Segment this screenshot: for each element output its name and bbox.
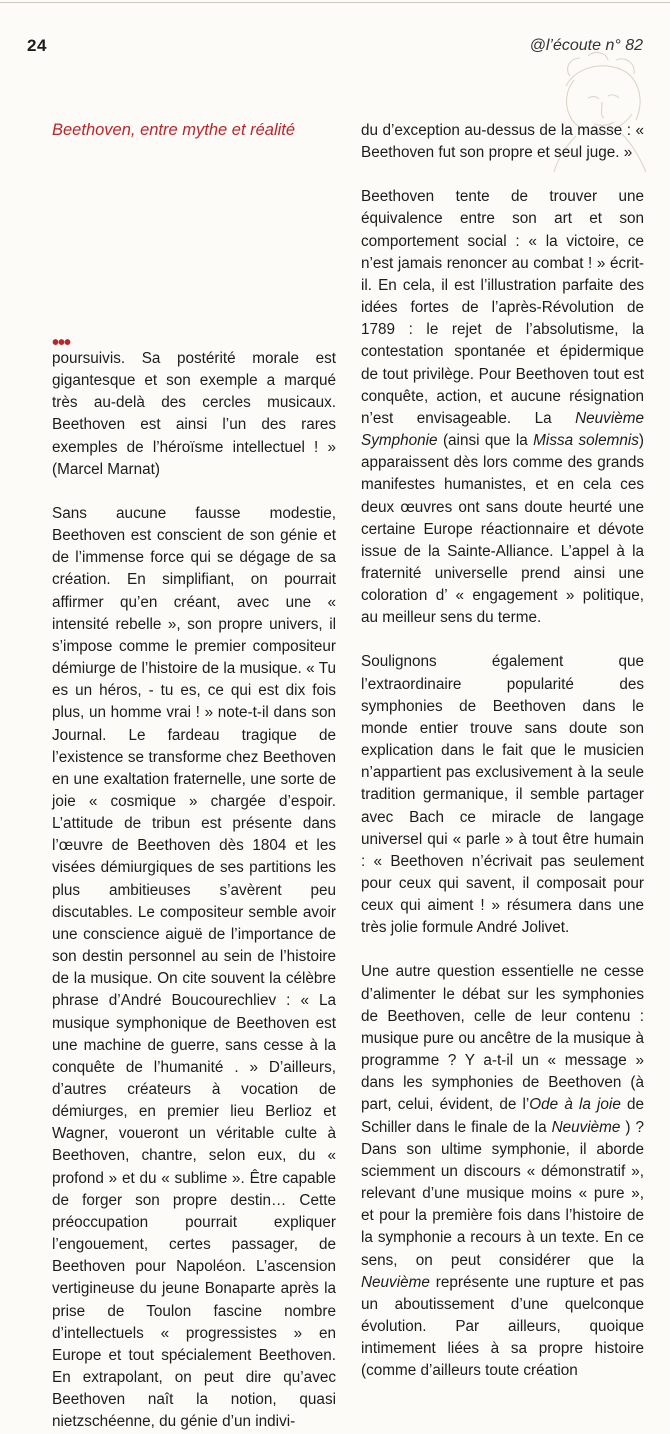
paragraph: Sans aucune fausse modestie, Beethoven est conscient de son génie et de l’immense force qui se dégage de sa création. En simplifiant, on pourrait affirmer qu’en créant, avec une « intensité rebelle », son propre univers, il s’impose comme le premier compositeur démiurge de l’histoire de la musique. « Tu es un héros, - tu es, ce qui est dix fois plus, un homme vrai ! » note-t-il dans son Journal. Le fardeau tragique de l’existence se transforme chez Beethoven en une exaltation fraternelle, une sorte de joie « cosmique » chargée d’espoir. L’attitude de tribun est présente dans l’œuvre de Beethoven dès 1804 et les visées démiurgiques de ses partitions les plus ambitieuses s’avèrent peu discutables. Le compositeur semble avoir une conscience aiguë de l’importance de son destin personnel au sein de l’histoire de la musique. On cite souvent la célèbre phrase d’André Boucourechliev : « La musique symphonique de Beethoven est une machine de guerre, sans cesse à la conquête de l’humanité . » D’ailleurs, d’autres créateurs à vocation de démiurges, en premier lieu Berlioz et Wagner, voueront un véritable culte à Beethoven, chantre, selon eux, du « profond » et du « sublime ». Être capable de forger son propre destin… Cette préoccupation pourrait expliquer l’engouement, certes passager, de Beethoven pour Napoléon. L’ascension vertigineuse du jeune Bonaparte après la prise de Toulon fascine nombre d’intellectuels « progressistes » en Europe et tout spécialement Beethoven. En extrapolant, on peut dire qu’avec Beethoven naît la notion, quasi nietzschéenne, du génie d’un indivi- bbox=[52, 504, 336, 1431]
text-run: Beethoven tente de trouver une équivalence entre son art et son comportement social : « la victoire, ce n’est jamais renoncer au combat ! » écrit-il. En cela, il est l’illustration parfaite des idées fortes de l’après-Révolution de 1789 : le rejet de l’absolutisme, la contestation spontanée et épidermique de tout privilège. Pour Beethoven tout est conquête, action, et aucune résignation n’est envisageable. La bbox=[361, 188, 644, 427]
page-number: 24 bbox=[27, 36, 47, 55]
text-run: Une autre question essentielle ne cesse d’alimenter le débat sur les symphonies de Beethoven, celle de leur contenu : musique pure ou ancêtre de la musique à programme ? Y a-t-il un « message » dans les symphonies de Beethoven (à part, celui, évident, de l’ bbox=[361, 963, 644, 1114]
paragraph: du d’exception au-dessus de la masse : « Beethoven fut son propre et seul juge. » bbox=[361, 122, 644, 162]
text-run: ) ? Dans son ultime symphonie, il aborde sciemment un discours « démonstratif », relevant d’une musique moins « pure », et pour la première fois dans l’histoire de la symphonie a recours à un texte. En ce sens, on peut considérer que la bbox=[361, 1118, 644, 1269]
continuation-marker: ••• bbox=[52, 332, 71, 354]
work-title: Ode à la joie bbox=[529, 1096, 621, 1114]
text-run: représente une rupture et pas un aboutissement d’une quelconque évolution. Par ailleurs, quoique intimement liées à sa propre histoire (comme d’ailleurs toute création bbox=[361, 1273, 644, 1380]
paragraph: poursuivis. Sa postérité morale est gigantesque et son exemple a marqué très au-delà des cercles musicaux. Beethoven est ainsi l’un des rares exemples de l’héroïsme intellectuel ! » (Marcel Marnat) bbox=[52, 350, 336, 478]
journal-title: @l’écoute n° 82 bbox=[529, 37, 643, 54]
work-title: Missa solemnis bbox=[533, 432, 639, 450]
work-title: Neuvième bbox=[361, 1273, 430, 1291]
text-run: ) apparaissent dès lors comme des grands manifestes humanistes, et en cela ces deux œuvres ont sans doute heurté une certaine Europe réactionnaire et dévote issue de la Sainte-Alliance. L’appel à la fraternité universelle prend ainsi une coloration d’ « engagement » politique, au meilleur sens du terme. bbox=[361, 432, 644, 627]
top-rule bbox=[0, 2, 670, 3]
text-run: (ainsi que la bbox=[437, 432, 534, 450]
paragraph bbox=[361, 961, 644, 1382]
work-title: Neuvième Symphonie bbox=[361, 409, 644, 450]
paragraph: Soulignons également que l’extraordinaire popularité des symphonies de Beethoven dans le monde entier trouve sans doute son explication dans le fait que le musicien n’appartient pas exclusivement à la seule tradition germanique, il semble partager avec Bach ce miracle de langage universel qui « parle » à tout être humain : « Beethoven n’écrivait pas seulement pour ceux qui savent, il composait pour ceux qui aiment ! » résumera dans une très jolie formule André Jolivet. bbox=[361, 653, 644, 937]
section-title: Beethoven, entre mythe et réalité bbox=[52, 121, 296, 139]
right-column bbox=[361, 120, 644, 1382]
paragraph bbox=[361, 186, 644, 629]
text-run: de Schiller dans le finale de la bbox=[361, 1096, 644, 1136]
work-title: Neuvième bbox=[551, 1118, 621, 1136]
left-column bbox=[52, 348, 336, 1434]
